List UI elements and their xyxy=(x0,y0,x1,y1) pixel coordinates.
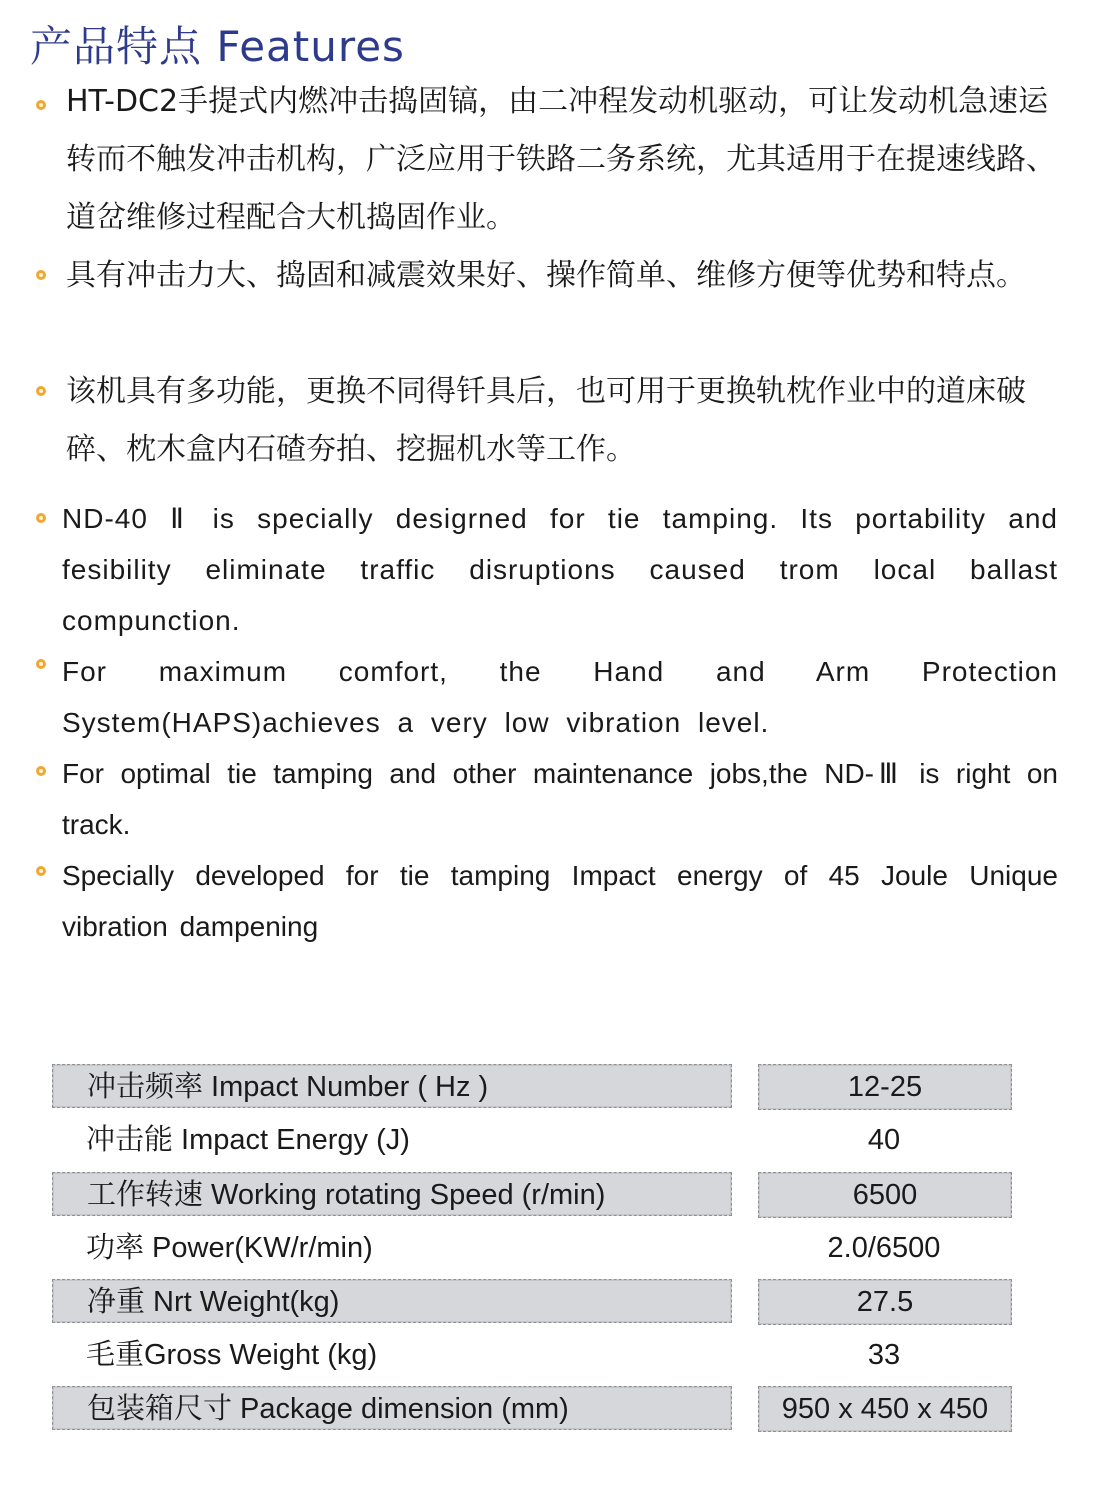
spec-row xyxy=(52,1386,1010,1430)
spec-value: 40 xyxy=(867,1124,901,1156)
page-title: 产品特点 Features xyxy=(30,22,405,71)
spec-row xyxy=(52,1118,1010,1162)
spec-label: 毛重Gross Weight (kg) xyxy=(86,1339,378,1371)
bullet-icon xyxy=(36,386,46,396)
spec-value: 6500 xyxy=(758,1172,1012,1218)
spec-row xyxy=(52,1333,1010,1377)
spec-label: 冲击能 Impact Energy (J) xyxy=(86,1124,410,1156)
spec-value: 33 xyxy=(867,1339,901,1371)
feature-en-4: Specially developed for tie tamping Impact energy of 45 Joule Unique vibration dampening xyxy=(62,860,1058,942)
feature-cn-1: HT-DC2手提式内燃冲击捣固镐，由二冲程发动机驱动，可让发动机急速运转而不触发冲击机构，广泛应用于铁路二务系统，尤其适用于在提速线路、道岔维修过程配合大机捣固作业。 xyxy=(66,84,1056,235)
spec-row xyxy=(52,1226,1010,1270)
spec-value: 950 x 450 x 450 xyxy=(758,1386,1012,1432)
spec-label: 净重 Nrt Weight(kg) xyxy=(52,1279,732,1323)
feature-cn-3: 该机具有多功能，更换不同得钎具后，也可用于更换轨枕作业中的道床破碎、枕木盒内石碴夯拍、挖掘机水等工作。 xyxy=(66,374,1026,467)
spec-label: 功率 Power(KW/r/min) xyxy=(86,1232,373,1264)
spec-value: 12-25 xyxy=(758,1064,1012,1110)
bullet-icon xyxy=(36,766,46,776)
spec-row xyxy=(52,1064,1010,1108)
bullet-icon xyxy=(36,270,46,280)
spec-label: 包装箱尺寸 Package dimension (mm) xyxy=(52,1386,732,1430)
spec-row xyxy=(52,1279,1010,1323)
spec-label: 工作转速 Working rotating Speed (r/min) xyxy=(52,1172,732,1216)
bullet-icon xyxy=(36,513,46,523)
bullet-icon xyxy=(36,100,46,110)
spec-row xyxy=(52,1172,1010,1216)
feature-cn-2: 具有冲击力大、捣固和减震效果好、操作简单、维修方便等优势和特点。 xyxy=(66,258,1026,293)
spec-value: 2.0/6500 xyxy=(827,1232,941,1264)
spec-label: 冲击频率 Impact Number ( Hz ) xyxy=(52,1064,732,1108)
feature-en-3: For optimal tie tamping and other maintenance jobs,the ND-Ⅲ is right on track. xyxy=(62,758,1058,840)
feature-en-1: ND-40 Ⅱ is specially desigrned for tie tamping. Its portability and fesibility eliminate traffic disruptions caused trom local ballast compunction. xyxy=(62,503,1058,636)
feature-en-2: For maximum comfort, the Hand and Arm Protection System(HAPS)achieves a very low vibration level. xyxy=(62,656,1058,738)
bullet-icon xyxy=(36,866,46,876)
bullet-icon xyxy=(36,659,46,669)
spec-value: 27.5 xyxy=(758,1279,1012,1325)
